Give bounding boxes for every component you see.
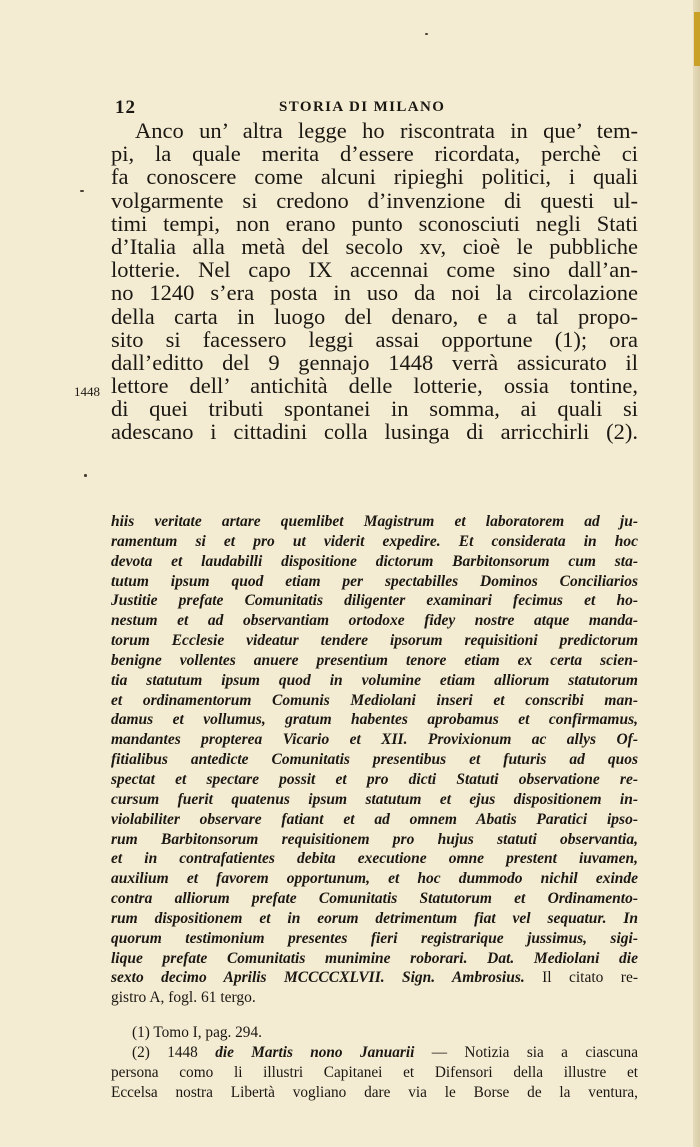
footnote-2-number: (2) 1448 [132, 1044, 198, 1061]
note-line: tia statutum ipsum quod in volumine etiam alliorum statutorum [111, 671, 638, 689]
note-line: torum Ecclesie videatur tendere ipsorum requisitioni predictorum [111, 632, 638, 650]
running-title: STORIA DI MILANO [279, 99, 446, 115]
body-line: fa conoscere come alcuni ripieghi politici, i quali [111, 164, 638, 190]
note-line: fitialibus antedicte Comunitatis presentibus et futuris ad quos [111, 751, 638, 769]
note-line: benigne vollentes anuere presentium tenore etiam ex certa scien- [111, 651, 638, 669]
body-line: no 1240 s’era posta in uso da noi la circolazione [111, 280, 638, 306]
body-line: volgarmente si credono d’invenzione di questi ul- [111, 187, 638, 213]
note-line: hiis veritate artare quemlibet Magistrum et laboratorem ad ju- [111, 513, 638, 530]
note-line: rum dispositionem et in eorum detrimentum fiat vel sequatur. In [111, 909, 638, 927]
footnote-2-first-line [111, 1043, 638, 1063]
note-line: spectat et spectare possit et pro dicti Statuti observatione re- [111, 770, 638, 788]
footnotes [111, 1023, 638, 1103]
note-line: Justitie prefate Comunitatis diligenter examinari fecimus et ho- [111, 592, 638, 610]
footnote-2-date: die Martis nono Januarii [215, 1044, 415, 1061]
note-line-italic: sexto decimo Aprilis MCCCCXLVII. Sign. Ambrosius. [111, 969, 525, 987]
note-line [111, 968, 638, 988]
page-tab [694, 12, 700, 66]
note-line: devota et laudabilli dispositione dictorum Barbitonsorum cum sta- [111, 552, 638, 570]
note-line: contra alliorum prefate Comunitatis Statutorum et Ordinamento- [111, 890, 638, 908]
paper-speck [80, 190, 84, 192]
note-line: nestum et ad observantiam ortodoxe fidey nostre atque manda- [111, 612, 638, 630]
body-line: lettore dell’ antichità delle lotterie, ossia tontine, [111, 373, 638, 399]
body-line: lotterie. Nel capo IX accennai come sino dall’an- [111, 257, 638, 283]
body-line: pi, la quale merita d’essere ricordata, perchè ci [111, 141, 638, 167]
footnote-2-text: — Notizia sia a ciascuna [431, 1044, 638, 1061]
note-line: et ordinamentorum Comunis Mediolani inseri et conscribi man- [111, 691, 638, 709]
paper-speck [425, 33, 428, 35]
note-line: et in contrafatientes debita executione omne prestent iuvamen, [111, 850, 638, 868]
body-line: della carta in luogo del denaro, e a tal propo- [111, 303, 638, 329]
note-line: mandantes propterea Vicario et XII. Provixionum ac allys Of- [111, 731, 638, 749]
body-line: timi tempi, non erano punto sconosciuti negli Stati [111, 210, 638, 236]
note-line: auxilium et favorem opportunum, et hoc dummodo nichil exinde [111, 870, 638, 888]
note-line: quorum testimonium presentes fieri registrarique jussimus, sigi- [111, 929, 638, 947]
marginal-year: 1448 [74, 384, 100, 399]
note-line: ramentum si et pro ut viderit expedire. Et considerata in hoc [111, 532, 638, 550]
footnote-line: persona como li illustri Capitanei et Difensori della illustre et [111, 1064, 638, 1081]
note-line: tutum ipsum quod etiam per spectabilles Dominos Conciliarios [111, 572, 638, 590]
body-line: di quei tributi spontanei in somma, ai quali si [111, 396, 638, 422]
body-line: Anco un’ altra legge ho riscontrata in que’ tem- [135, 118, 638, 143]
page-number: 12 [115, 97, 136, 118]
note-line: damus et vollumus, gratum habentes aprobamus et confirmamus, [111, 711, 638, 729]
page-edge [693, 0, 700, 1147]
main-text [111, 119, 638, 444]
body-line: dall’editto del 9 gennajo 1448 verrà assicurato il [111, 349, 638, 375]
note-line: violabiliter observare fatiant et ad omnem Abatis Paratici ipso- [111, 810, 638, 828]
footnote-1: (1) Tomo I, pag. 294. [132, 1024, 262, 1041]
note-line: lique prefate Comunitatis munimine roborari. Dat. Mediolani die [111, 949, 638, 967]
body-line: d’Italia alla metà del secolo xv, cioè le pubbliche [111, 233, 638, 259]
body-line: sito si facessero leggi assai opportune (1); ora [111, 326, 638, 352]
body-line: adescano i cittadini colla lusinga di arricchirli (2). [111, 419, 638, 445]
note-continuation [111, 512, 638, 1008]
note-line-roman: Il citato re- [524, 969, 638, 987]
footnote-line: Eccelsa nostra Libertà vogliano dare via le Borse de la ventura, [111, 1084, 638, 1101]
note-line: rum Barbitonsorum requisitionem pro hujus statuti observantia, [111, 830, 638, 848]
note-line: gistro A, fogl. 61 tergo. [111, 989, 256, 1007]
note-line: cursum fuerit quatenus ipsum statutum et ejus dispositionem in- [111, 790, 638, 808]
paper-speck [84, 474, 87, 477]
